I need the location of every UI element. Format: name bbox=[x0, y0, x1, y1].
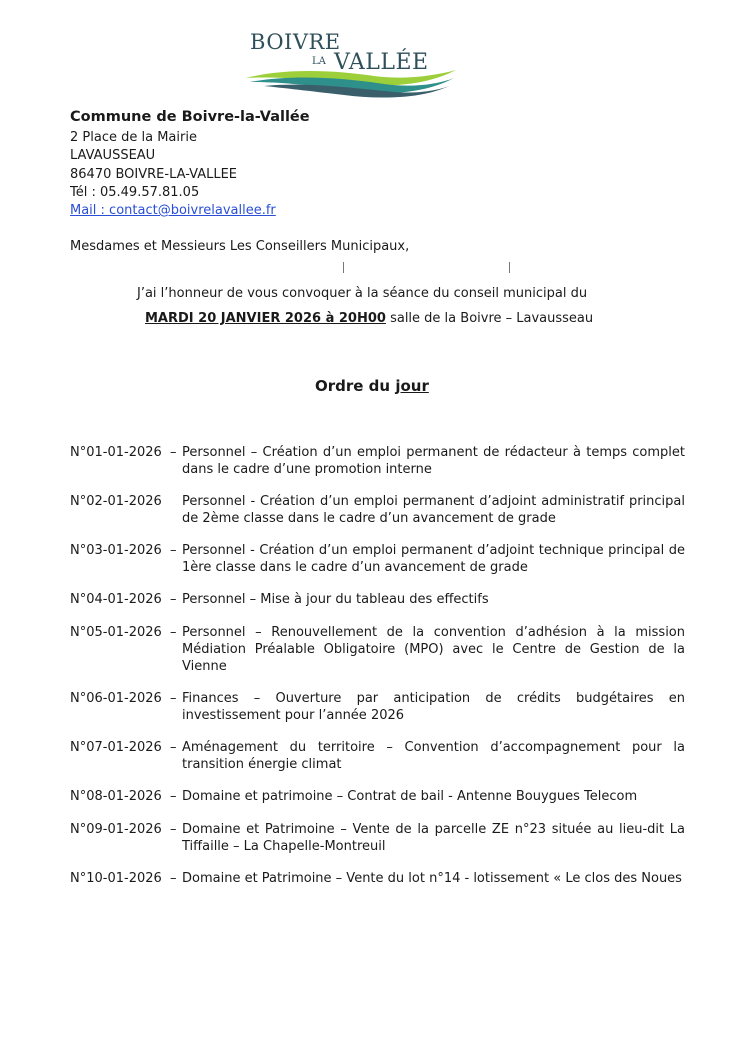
agenda-item-number: N°10-01-2026 bbox=[70, 871, 162, 886]
agenda-item-number: N°05-01-2026 bbox=[70, 625, 162, 640]
commune-name: Commune de Boivre-la-Vallée bbox=[70, 109, 310, 125]
agenda-item-text: Personnel – Création d’un emploi permanent de rédacteur à temps complet dans le cadre d’une promotion interne bbox=[182, 445, 685, 477]
agenda-item-number: N°06-01-2026 bbox=[70, 691, 162, 706]
agenda-item-number: N°07-01-2026 bbox=[70, 740, 162, 755]
agenda-item-text: Domaine et Patrimoine – Vente de la parcelle ZE n°23 située au lieu-dit La Tiffaille – La Chapelle-Montreuil bbox=[182, 822, 685, 854]
agenda-title-prefix: Ordre du bbox=[315, 377, 396, 395]
agenda-item: N°10-01-2026 – Domaine et Patrimoine – Vente du lot n°14 - lotissement « Le clos des Noues bbox=[70, 870, 685, 887]
agenda-item: N°01-01-2026 – Personnel – Création d’un emploi permanent de rédacteur à temps complet dans le cadre d’une promotion interne bbox=[70, 445, 685, 477]
agenda-item-text: Personnel – Mise à jour du tableau des effectifs bbox=[182, 592, 489, 607]
agenda-item-text: Personnel - Création d’un emploi permanent d’adjoint technique principal de 1ère classe dans le cadre d’un avancement de grade bbox=[182, 543, 685, 575]
address-line-1: 2 Place de la Mairie bbox=[70, 130, 197, 146]
scan-mark bbox=[509, 262, 510, 273]
recipients-line: Mesdames et Messieurs Les Conseillers Municipaux, bbox=[70, 239, 410, 254]
address-line-2: LAVAUSSEAU bbox=[70, 148, 156, 164]
agenda-title-underlined: jour bbox=[395, 377, 429, 395]
agenda-item: N°07-01-2026 – Aménagement du territoire – Convention d’accompagnement pour la transition énergie climat bbox=[70, 740, 685, 772]
logo-wave-graphic bbox=[244, 64, 459, 104]
agenda-item-text: Personnel - Création d’un emploi permanent d’adjoint administratif principal de 2ème classe dans le cadre d’un avancement de grade bbox=[182, 494, 685, 526]
address-line-3: 86470 BOIVRE-LA-VALLEE bbox=[70, 166, 238, 182]
agenda-title bbox=[315, 377, 429, 395]
agenda-item: N°05-01-2026 – Personnel – Renouvellement de la convention d’adhésion à la mission Médiation Préalable Obligatoire (MPO) avec le Centre de Gestion de la Vienne bbox=[70, 625, 685, 674]
agenda-list bbox=[70, 444, 685, 902]
agenda-item-text: Aménagement du territoire – Convention d’accompagnement pour la transition énergie climat bbox=[182, 740, 685, 772]
logo-word-vallee: VALLÉE bbox=[334, 50, 429, 75]
meeting-date-line bbox=[145, 311, 593, 326]
meeting-date: MARDI 20 JANVIER 2026 à 20H00 bbox=[145, 311, 386, 326]
logo-word-la: LA bbox=[312, 56, 326, 67]
agenda-item-number: N°04-01-2026 bbox=[70, 592, 162, 607]
agenda-item: N°06-01-2026 – Finances – Ouverture par anticipation de crédits budgétaires en investissement pour l’année 2026 bbox=[70, 691, 685, 723]
agenda-item-number: N°08-01-2026 bbox=[70, 789, 162, 804]
agenda-item-text: Domaine et patrimoine – Contrat de bail - Antenne Bouygues Telecom bbox=[182, 789, 638, 804]
sender-block bbox=[70, 108, 310, 220]
agenda-item-number: N°02-01-2026 bbox=[70, 494, 162, 509]
logo-word-boivre: BOIVRE bbox=[250, 30, 341, 54]
agenda-item: N°04-01-2026 – Personnel – Mise à jour du tableau des effectifs bbox=[70, 591, 685, 608]
phone-number: Tél : 05.49.57.81.05 bbox=[70, 184, 200, 200]
meeting-place: salle de la Boivre – Lavausseau bbox=[385, 311, 594, 326]
agenda-item: N°03-01-2026 – Personnel - Création d’un emploi permanent d’adjoint technique principal de 1ère classe dans le cadre d’un avancement de grade bbox=[70, 543, 685, 575]
convocation-line: J’ai l’honneur de vous convoquer à la séance du conseil municipal du bbox=[137, 286, 588, 301]
logo bbox=[244, 24, 459, 104]
agenda-item-text: Personnel – Renouvellement de la convention d’adhésion à la mission Médiation Préalable Obligatoire (MPO) avec le Centre de Gestion de la Vienne bbox=[182, 625, 685, 674]
agenda-item-text: Finances – Ouverture par anticipation de crédits budgétaires en investissement pour l’année 2026 bbox=[182, 691, 685, 723]
scan-mark bbox=[343, 262, 344, 273]
agenda-item: N°08-01-2026 – Domaine et patrimoine – Contrat de bail - Antenne Bouygues Telecom bbox=[70, 788, 685, 805]
agenda-item-number: N°01-01-2026 bbox=[70, 445, 162, 460]
agenda-item-number: N°09-01-2026 bbox=[70, 822, 162, 837]
agenda-item-text: Domaine et Patrimoine – Vente du lot n°14 - lotissement « Le clos des Noues bbox=[182, 871, 682, 886]
agenda-item bbox=[70, 493, 685, 527]
mail-link[interactable]: Mail : contact@boivrelavallee.fr bbox=[70, 203, 276, 219]
agenda-item: N°09-01-2026 – Domaine et Patrimoine – Vente de la parcelle ZE n°23 située au lieu-dit La Tiffaille – La Chapelle-Montreuil bbox=[70, 822, 685, 854]
agenda-item-number: N°03-01-2026 bbox=[70, 543, 162, 558]
